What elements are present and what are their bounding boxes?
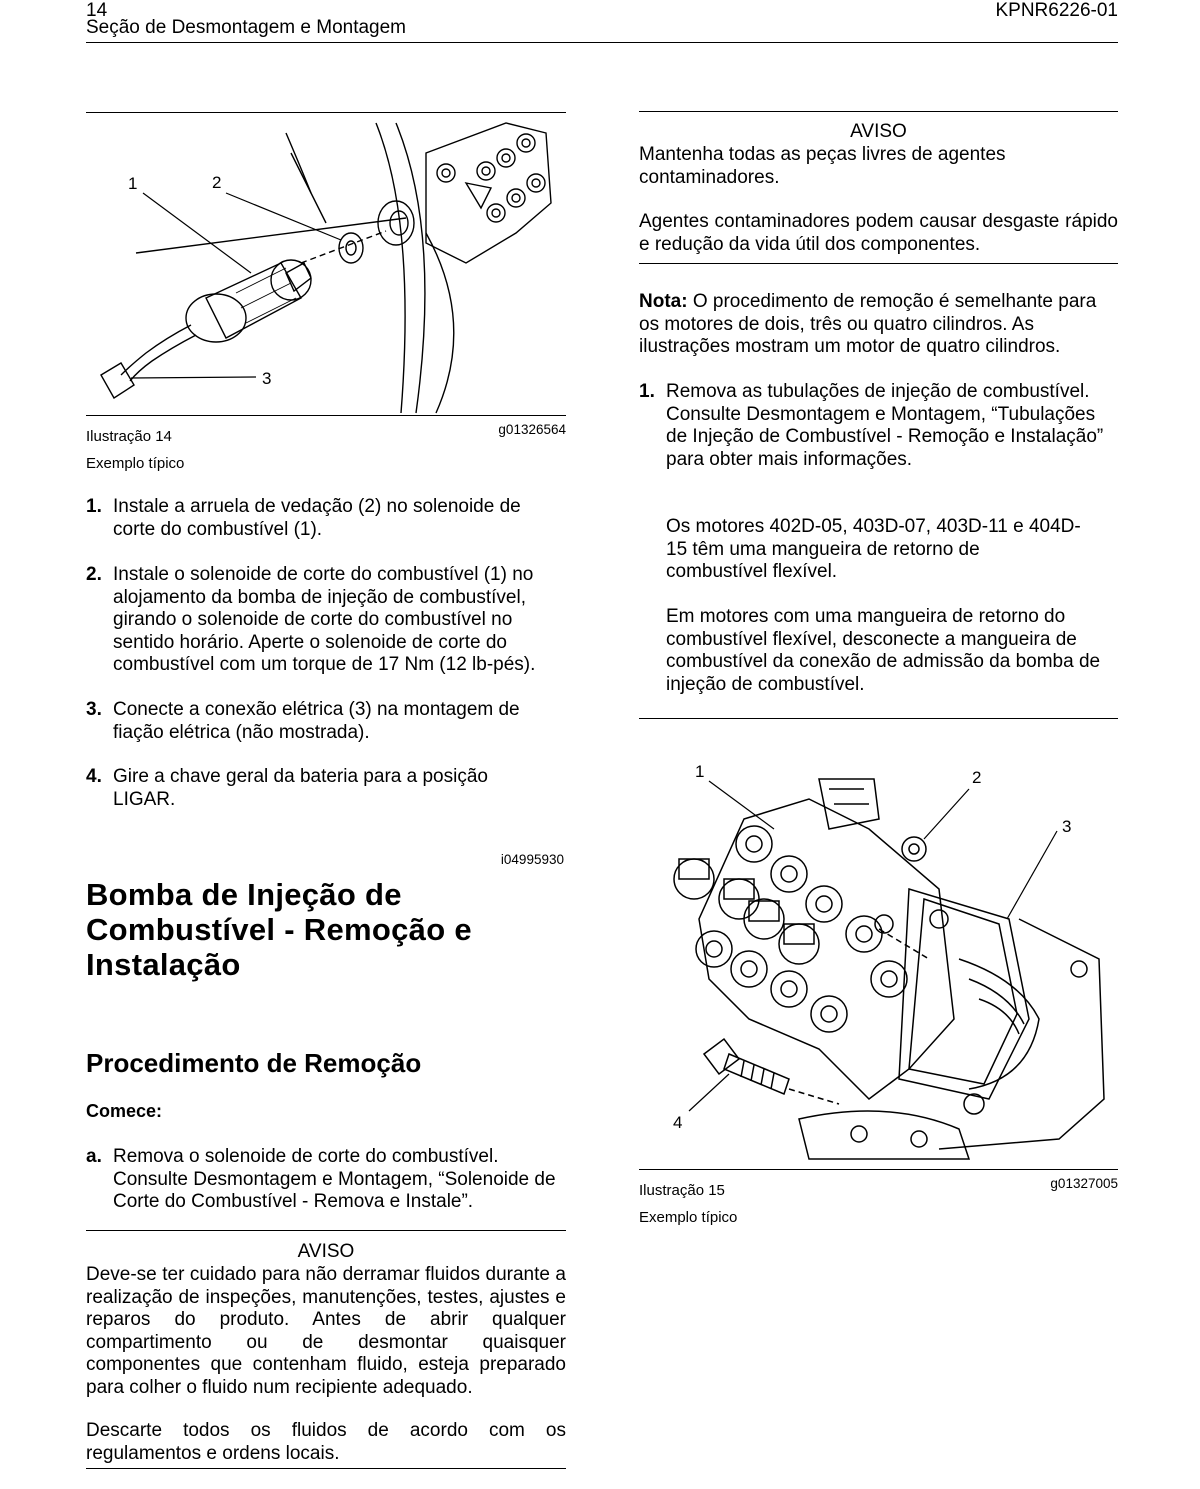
fig15-label-1: 1 xyxy=(695,762,705,781)
aviso-right-bottom-rule xyxy=(639,263,1118,264)
section-id: i04995930 xyxy=(500,852,564,867)
fig14-label-1: 1 xyxy=(128,174,138,193)
note-text: O procedimento de remoção é semelhante para os motores de dois, três ou quatro cilindros. As ilustrações mostram um motor de quatro cilindros. xyxy=(639,291,1097,357)
fig14-label-2: 2 xyxy=(212,173,222,192)
step-number: 1. xyxy=(86,496,102,517)
step-number: 4. xyxy=(86,766,102,787)
removal-step-1-para2: Os motores 402D-05, 403D-07, 403D-11 e 404D-15 têm uma mangueira de retorno de combustível flexível. xyxy=(666,516,1081,582)
begin-label: Comece: xyxy=(86,1101,163,1121)
step-letter: a. xyxy=(86,1146,102,1167)
subsection-title: Procedimento de Remoção xyxy=(86,1048,422,1078)
figure15-id: g01327005 xyxy=(1050,1176,1118,1191)
figure15-bottom-rule xyxy=(639,1169,1118,1170)
fig15-label-4: 4 xyxy=(673,1113,683,1132)
step-text: Instale a arruela de vedação (2) no solenoide de corte do combustível (1). xyxy=(113,496,521,540)
figure15-injection-pump-illustration xyxy=(639,719,1118,1169)
step-text: Instale o solenoide de corte do combustível (1) no alojamento da bomba de injeção de combustível, girando o solenoide de corte do combustível no sentido horário. Aperte o solenoide de corte do combustível com um torque de 17 Nm (12 lb-pés). xyxy=(113,564,536,675)
figure14-solenoid-illustration xyxy=(86,113,566,415)
step-number: 2. xyxy=(86,564,102,585)
aviso-left-bottom-rule xyxy=(86,1468,566,1469)
step-text: Remova o solenoide de corte do combustível. Consulte Desmontagem e Montagem, “Solenoide de Corte do Combustível - Remova e Instale”. xyxy=(113,1146,556,1212)
figure14-id: g01326564 xyxy=(498,422,566,437)
step-number: 3. xyxy=(86,699,102,720)
aviso-right-top-rule xyxy=(639,111,1118,112)
step-text: Gire a chave geral da bateria para a posição LIGAR. xyxy=(113,766,488,810)
fig15-label-2: 2 xyxy=(972,768,982,787)
figure15-subcaption: Exemplo típico xyxy=(639,1209,738,1226)
fig14-label-3: 3 xyxy=(262,369,272,388)
aviso-left-title: AVISO xyxy=(297,1241,355,1262)
fig15-label-3: 3 xyxy=(1062,817,1072,836)
figure14-bottom-rule xyxy=(86,415,566,416)
section-header: Seção de Desmontagem e Montagem xyxy=(86,17,407,38)
aviso-right-para2: Agentes contaminadores podem causar desgaste rápido e redução da vida útil dos componentes. xyxy=(639,211,1118,255)
step-number: 1. xyxy=(639,381,655,402)
aviso-right-title: AVISO xyxy=(850,121,907,142)
figure14-subcaption: Exemplo típico xyxy=(86,455,185,472)
aviso-right-para1: Mantenha todas as peças livres de agentes contaminadores. xyxy=(639,144,1006,188)
note-paragraph xyxy=(639,291,1118,359)
doc-code: KPNR6226-01 xyxy=(995,0,1118,21)
step-text: Conecte a conexão elétrica (3) na montagem de fiação elétrica (não mostrada). xyxy=(113,699,520,743)
removal-step-1-para3: Em motores com uma mangueira de retorno do combustível flexível, desconecte a mangueira de combustível da conexão de admissão da bomba de injeção de combustível. xyxy=(666,606,1101,695)
figure15-caption: Ilustração 15 xyxy=(639,1182,725,1199)
aviso-left-para2: Descarte todos os fluidos de acordo com os regulamentos e ordens locais. xyxy=(86,1420,566,1464)
figure14-caption: Ilustração 14 xyxy=(86,428,172,445)
step-text: Remova as tubulações de injeção de combustível. Consulte Desmontagem e Montagem, “Tubulações de Injeção de Combustível - Remoção e Instalação” para obter mais informações. xyxy=(666,381,1104,470)
note-label: Nota: xyxy=(639,291,688,312)
aviso-left-para1: Deve-se ter cuidado para não derramar fluidos durante a realização de inspeções, manutenções, testes, ajustes e reparos do produto. Antes de abrir qualquer compartimento ou de desmontar quaisquer componentes que contenham fluido, esteja preparado para colher o fluido num recipiente adequado. xyxy=(86,1264,566,1398)
aviso-left-top-rule xyxy=(86,1230,566,1231)
section-title: Bomba de Injeção de Combustível - Remoção e Instalação xyxy=(86,877,472,982)
page-number: 14 xyxy=(86,0,108,21)
header-rule xyxy=(86,42,1118,43)
